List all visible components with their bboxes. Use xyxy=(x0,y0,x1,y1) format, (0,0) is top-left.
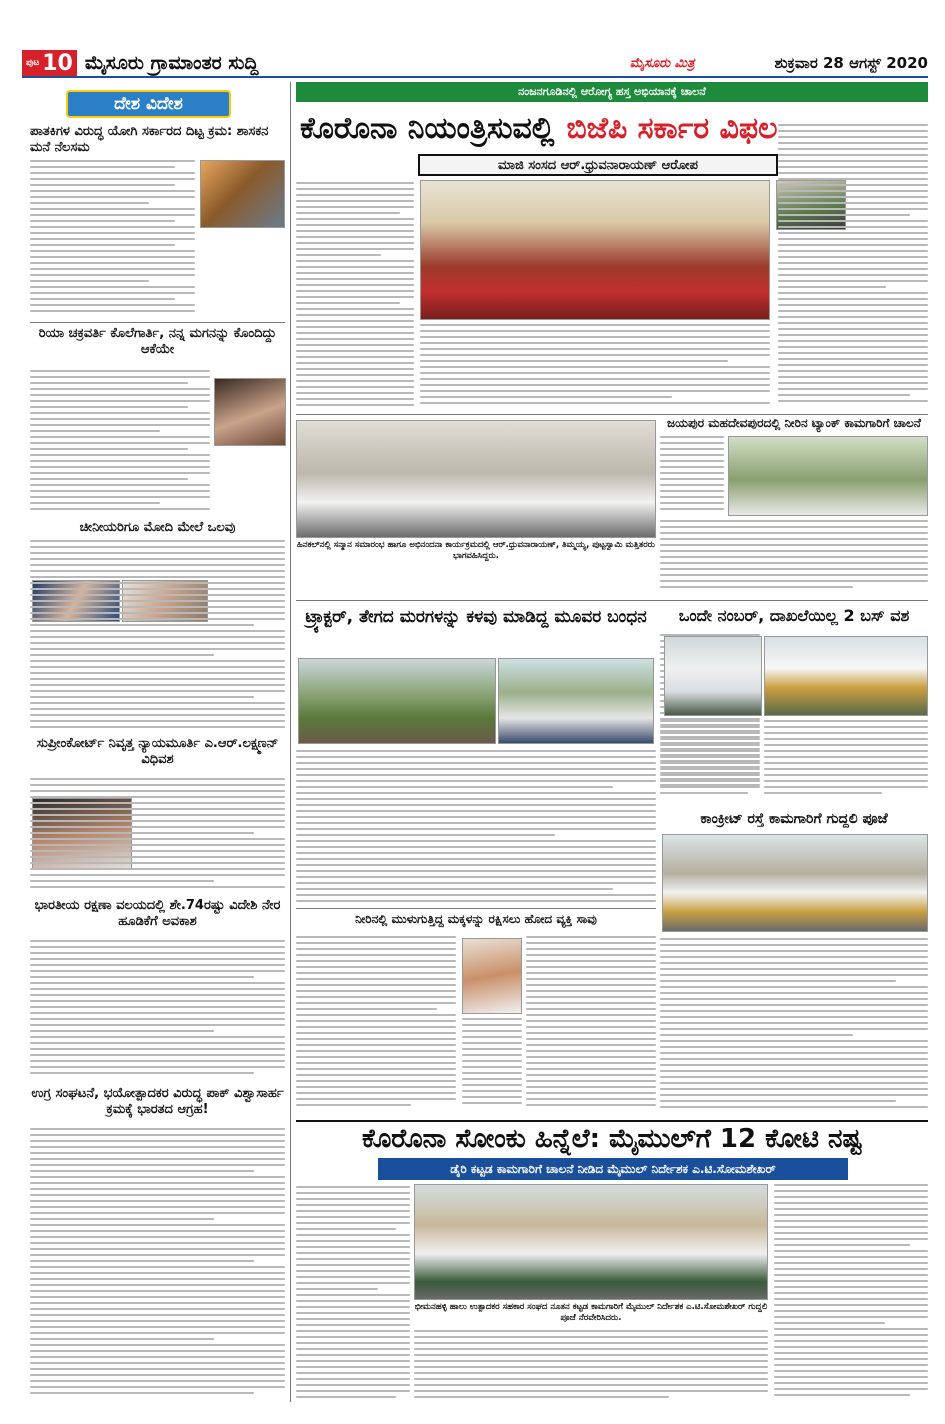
story-headline-fdi: ಭಾರತೀಯ ರಕ್ಷಣಾ ವಲಯದಲ್ಲಿ ಶೇ.74ರಷ್ಟು ವಿದೇಶಿ ನೇರ ಹೂಡಿಕೆಗೆ ಅವಕಾಶ xyxy=(34,898,281,930)
story-headline-lakshmanan: ಸುಪ್ರೀಂಕೋರ್ಟ್ ನಿವೃತ್ತ ನ್ಯಾಯಮೂರ್ತಿ ಎ.ಆರ್.ಲಕ್ಷ್ಮಣನ್ ವಿಧಿವಶ xyxy=(36,736,279,768)
page-number-box xyxy=(22,50,77,76)
section-banner-nation-world: ದೇಶ ವಿದೇಶ xyxy=(66,90,231,118)
story-headline-water-tank: ಜಯಪುರ ಮಹದೇವಪುರದಲ್ಲಿ ನೀರಿನ ಟ್ಯಾಂಕ್ ಕಾಮಗಾರಿಗೆ ಚಾಲನೆ xyxy=(667,416,921,430)
lead-subhead: ಮಾಜಿ ಸಂಸದ ಆರ್.ಧ್ರುವನಾರಾಯಣ್ ಆರೋಪ xyxy=(418,154,778,176)
story-body-bus-c xyxy=(660,720,760,806)
lead-photo-event xyxy=(420,180,770,320)
paper-logo: ಮೈಸೂರು ಮಿತ್ರ xyxy=(629,55,695,71)
issue-date: ಶುಕ್ರವಾರ 28 ಆಗಸ್ಟ್ 2020 xyxy=(774,54,928,72)
photo-bus-b xyxy=(764,636,928,716)
page-label: ಪುಟ xyxy=(26,58,40,68)
story-body-mymul-a xyxy=(296,1186,410,1402)
caption-mymul: ಭೀಮನಹಳ್ಳಿ ಹಾಲು ಉತ್ಪಾದಕರ ಸಹಕಾರ ಸಂಘದ ನೂತನ ಕಟ್ಟಡ ಕಾಮಗಾರಿಗೆ ಮೈಮುಲ್ ನಿರ್ದೇಶಕ ಎ.ಟಿ.ಸೋಮಶೇಖರ್ ಗುದ್ದಲಿ ಪೂಜೆ ನೆರವೇರಿಸಿದರು. xyxy=(414,1302,768,1324)
lead-headline-part2: ಬಿಜೆಪಿ ಸರ್ಕಾರ ವಿಫಲ xyxy=(566,110,778,146)
story-headline-pak: ಉಗ್ರ ಸಂಘಟನೆ, ಭಯೋತ್ಪಾದಕರ ವಿರುದ್ಧ ಪಾಕ್ ವಿಶ್ವಾಸಾರ್ಹ ಕ್ರಮಕ್ಕೆ ಭಾರತದ ಆಗ್ರಹ! xyxy=(31,1086,284,1118)
story-body-water-tank-b xyxy=(660,520,928,596)
photo-mymul xyxy=(414,1184,768,1300)
page-number: 10 xyxy=(42,50,73,76)
story-body-china xyxy=(30,540,285,736)
story-headline-tractor: ಟ್ರ್ಯಾಕ್ಟರ್, ತೇಗದ ಮರಗಳನ್ನು ಕಳವು ಮಾಡಿದ್ದ ಮೂವರ ಬಂಧನ xyxy=(305,607,647,627)
lead-body-col2 xyxy=(420,324,770,412)
lead-headline-part1: ಕೊರೊನಾ ನಿಯಂತ್ರಿಸುವಲ್ಲಿ xyxy=(300,110,555,146)
photo-water-tank xyxy=(728,436,928,516)
masthead xyxy=(22,50,928,78)
story-body-drowning-b xyxy=(526,936,656,1112)
story-headline-china-modi: ಚೀನೀಯರಿಗೂ ಮೋದಿ ಮೇಲೆ ಒಲವು xyxy=(79,520,236,535)
story-headline-yogi: ಪಾತಕಿಗಳ ವಿರುದ್ಧ ಯೋಗಿ ಸರ್ಕಾರದ ದಿಟ್ಟ ಕ್ರಮ: ಶಾಸಕನ ಮನೆ ನೆಲಸಮ xyxy=(30,124,269,156)
photo-rhea xyxy=(214,378,286,446)
story-body-road-pooja xyxy=(660,938,928,1112)
photo-demolition xyxy=(200,160,285,228)
photo-deceased xyxy=(462,938,522,1014)
divider xyxy=(296,414,928,415)
divider xyxy=(296,600,928,601)
caption-felicitation: ಹಿನಕಲ್‌ನಲ್ಲಿ ಸನ್ಮಾನ ಸಮಾರಂಭ ಹಾಗೂ ಅಭಿನಂದನಾ ಕಾರ್ಯಕ್ರಮದಲ್ಲಿ ಆರ್.ಧ್ರುವನಾರಾಯಣ್, ತಿಮ್ಮಯ್ಯ, ಪುಟ್ಟಸ್ವಾಮಿ ಮತ್ತಿತರರು ಭಾಗವಹಿಸಿದ್ದರು. xyxy=(297,540,655,562)
lead-body-col3 xyxy=(778,124,928,412)
photo-tractor-b xyxy=(498,658,654,744)
lead-body-col1 xyxy=(296,182,414,412)
photo-bus-a xyxy=(664,636,762,716)
lead-strap: ನಂಜನಗೂಡಿನಲ್ಲಿ ಆರೋಗ್ಯ ಹಸ್ತ ಅಭಿಯಾನಕ್ಕೆ ಚಾಲನೆ xyxy=(296,82,928,102)
story-headline-bus: ಒಂದೇ ನಂಬರ್, ದಾಖಲೆಯಿಲ್ಲ 2 ಬಸ್ ವಶ xyxy=(678,606,910,625)
photo-felicitation xyxy=(296,420,656,538)
story-body-lakshmanan xyxy=(30,778,285,894)
divider xyxy=(296,908,656,909)
story-body-yogi xyxy=(30,160,195,320)
column-divider xyxy=(290,82,291,1402)
story-body-bus-b xyxy=(764,720,928,806)
story-headline-drowning: ನೀರಿನಲ್ಲಿ ಮುಳುಗುತ್ತಿದ್ದ ಮಕ್ಕಳನ್ನು ರಕ್ಷಿಸಲು ಹೋದ ವ್ಯಕ್ತಿ ಸಾವು xyxy=(355,912,597,926)
photo-road-pooja xyxy=(662,834,928,932)
story-headline-road-pooja: ಕಾಂಕ್ರೀಟ್ ರಸ್ತೆ ಕಾಮಗಾರಿಗೆ ಗುದ್ದಲಿ ಪೂಜೆ xyxy=(700,811,888,827)
story-body-mymul-c xyxy=(774,1184,928,1402)
story-body-fdi xyxy=(30,940,285,1082)
story-body-rhea xyxy=(30,370,210,518)
divider xyxy=(30,322,285,323)
story-body-water-tank-a xyxy=(660,436,724,516)
story-body-drowning-a xyxy=(296,936,456,1112)
story-body-drowning-c xyxy=(462,1018,522,1112)
story-headline-mymul: ಕೊರೊನಾ ಸೋಂಕು ಹಿನ್ನೆಲೆ: ಮೈಮುಲ್‌ಗೆ 12 ಕೋಟಿ ನಷ್ಟ xyxy=(296,1120,928,1156)
story-body-mymul-b xyxy=(414,1330,768,1402)
story-headline-rhea: ರಿಯಾ ಚಕ್ರವರ್ತಿ ಕೊಲೆಗಾರ್ತಿ, ನನ್ನ ಮಗನನ್ನು ಕೊಂದಿದ್ದು ಆಕೆಯೇ xyxy=(38,326,277,358)
story-strap-mymul: ಡೈರಿ ಕಟ್ಟಡ ಕಾಮಗಾರಿಗೆ ಚಾಲನೆ ನೀಡಿದ ಮೈಮುಲ್ ನಿರ್ದೇಶಕ ಎ.ಟಿ.ಸೋಮಶೇಖರ್ xyxy=(378,1158,848,1180)
story-body-tractor xyxy=(296,750,656,906)
photo-tractor-a xyxy=(298,658,496,744)
section-title: ಮೈಸೂರು ಗ್ರಾಮಾಂತರ ಸುದ್ದಿ xyxy=(84,52,259,74)
story-body-pak xyxy=(30,1128,285,1402)
